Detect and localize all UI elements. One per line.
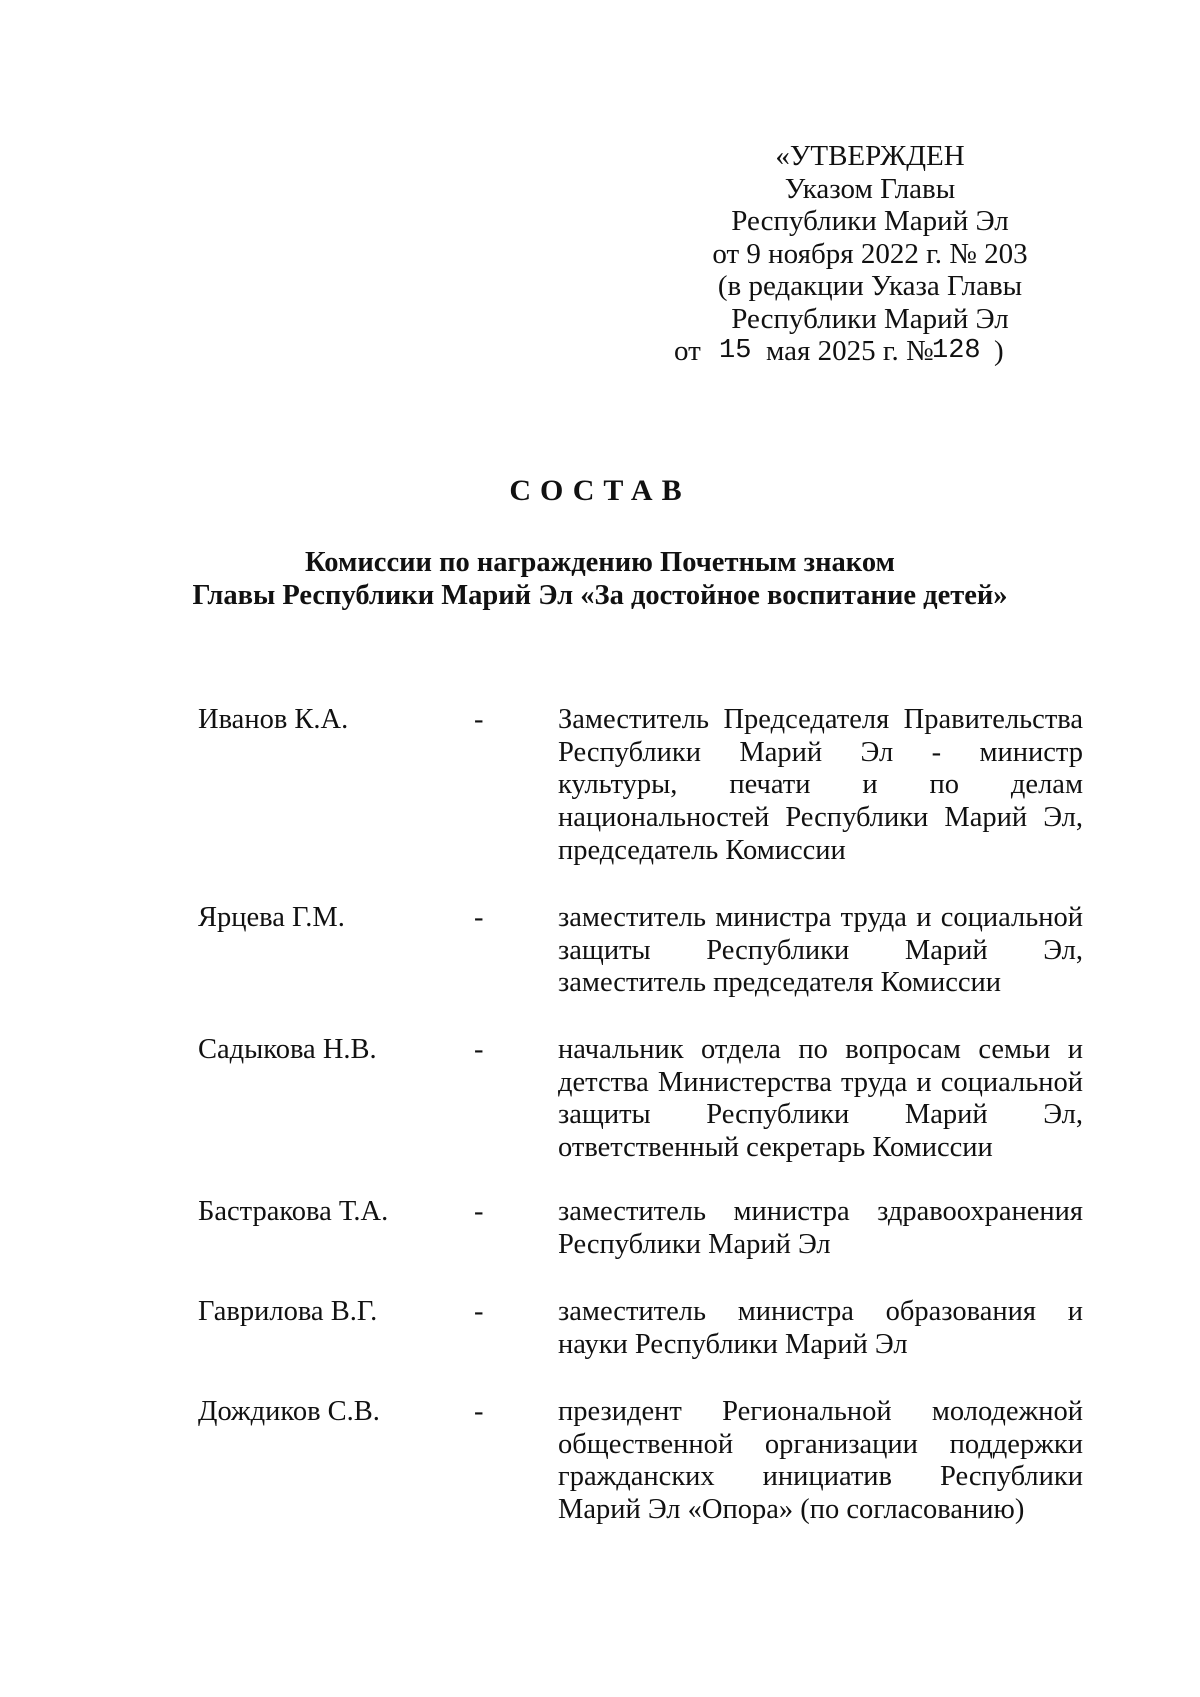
member-name: Бастракова Т.А.	[198, 1196, 389, 1227]
approval-line-5: (в редакции Указа Главы	[717, 270, 1023, 302]
member-role: начальник отдела по вопросам семьи и детства Министерства труда и социальной защиты Республики Марий Эл, ответственный секретарь Комиссии	[558, 1034, 1083, 1164]
member-role: заместитель министра здравоохранения Республики Марий Эл	[558, 1196, 1083, 1260]
subtitle-line-1: Комиссии по награждению Почетным знаком	[305, 547, 895, 578]
member-name: Иванов К.А.	[198, 704, 349, 735]
subtitle-line-2: Главы Республики Марий Эл «За достойное воспитание детей»	[192, 580, 1008, 611]
member-dash: -	[474, 1396, 484, 1427]
document-title: СОСТАВ	[509, 474, 691, 507]
member-dash: -	[474, 1196, 484, 1227]
amendment-day: 15	[719, 336, 752, 366]
member-name: Гаврилова В.Г.	[198, 1296, 378, 1327]
approval-line-6: Республики Марий Эл	[731, 302, 1009, 335]
amendment-number: 128	[932, 336, 981, 366]
amendment-close-paren: )	[994, 335, 1004, 367]
member-dash: -	[474, 1034, 484, 1065]
approval-line-2: Указом Главы	[784, 172, 956, 205]
member-name: Ярцева Г.М.	[198, 902, 345, 933]
member-role: заместитель министра образования и науки Республики Марий Эл	[558, 1296, 1083, 1360]
member-role: президент Региональной молодежной общественной организации поддержки гражданских инициатив Республики Марий Эл «Опора» (по согласованию)	[558, 1396, 1083, 1526]
amendment-date-line	[660, 335, 1080, 368]
member-name: Садыкова Н.В.	[198, 1034, 377, 1065]
member-name: Дождиков С.В.	[198, 1396, 380, 1427]
amendment-prefix: от	[674, 335, 701, 367]
member-role: Заместитель Председателя Правительства Республики Марий Эл - министр культуры, печати и по делам национальностей Республики Марий Эл, председатель Комиссии	[558, 704, 1083, 866]
approval-line-4: от 9 ноября 2022 г. № 203	[712, 237, 1028, 270]
document-subtitle	[0, 546, 1200, 612]
member-dash: -	[474, 902, 484, 933]
approval-line-1: «УТВЕРЖДЕН	[775, 140, 965, 172]
member-role: заместитель министра труда и социальной защиты Республики Марий Эл, заместитель председателя Комиссии	[558, 902, 1083, 999]
approval-stamp-block	[660, 140, 1080, 368]
amendment-month-year: мая 2025 г. №	[766, 335, 934, 367]
member-dash: -	[474, 1296, 484, 1327]
approval-line-3: Республики Марий Эл	[731, 205, 1009, 237]
member-dash: -	[474, 704, 484, 735]
